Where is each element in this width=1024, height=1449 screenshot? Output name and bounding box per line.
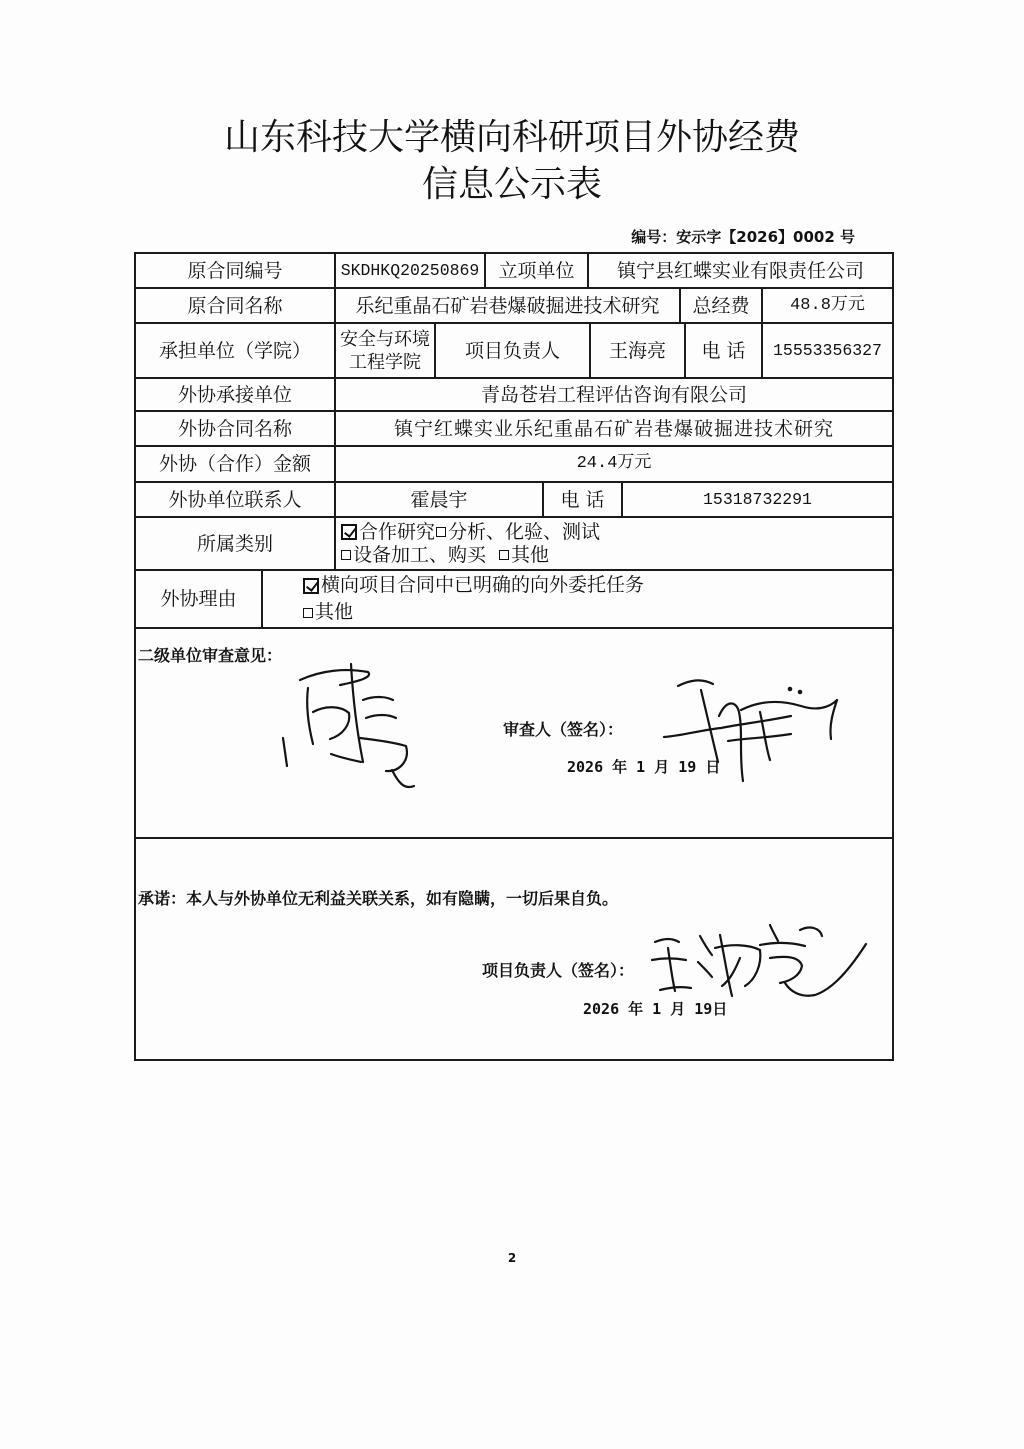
original-contract-name-value: 乐纪重晶石矿岩巷爆破掘进技术研究 <box>355 294 660 317</box>
category-option-label: 其他 <box>511 543 550 566</box>
undertaking-unit-value-line-1: 安全与环境 <box>340 328 430 350</box>
review-opinion-handwriting <box>283 664 414 787</box>
leader-phone-label: 电 话 <box>701 339 746 362</box>
category-option-label: 设备加工、购买 <box>353 543 487 566</box>
leader-signature <box>652 925 866 996</box>
outsourcing-contract-name-label: 外协合同名称 <box>177 417 292 440</box>
review-date: 2026 年 1 月 19 日 <box>567 758 721 776</box>
reason-option-label: 横向项目合同中已明确的向外委托任务 <box>321 574 645 596</box>
undertaking-unit-value-line-2: 工程学院 <box>349 351 421 373</box>
reason-option-label: 其他 <box>315 601 354 623</box>
category-option-label: 分析、化验、测试 <box>448 520 601 543</box>
reviewer-signature <box>664 680 837 781</box>
original-contract-no-value: SKDHKQ20250869 <box>340 260 480 280</box>
original-contract-name-label: 原合同名称 <box>187 294 283 317</box>
outsourcing-amount-label: 外协（合作）金额 <box>158 453 311 475</box>
category-label: 所属类别 <box>196 532 273 555</box>
outsourcing-unit-value: 青岛苍岩工程评估咨询有限公司 <box>480 383 747 406</box>
document-number-value: 安示字【2026】0002 号 <box>676 228 855 246</box>
commitment-date: 2026 年 1 月 19日 <box>583 1000 728 1018</box>
commitment-text: 承诺：本人与外协单位无利益关联关系，如有隐瞒，一切后果自负。 <box>138 889 619 908</box>
outsourcing-unit-label: 外协承接单位 <box>177 383 292 406</box>
outsourcing-contract-name-value: 镇宁红蝶实业乐纪重晶石矿岩巷爆破掘进技术研究 <box>393 417 834 440</box>
title-line-1: 山东科技大学横向科研项目外协经费 <box>223 117 800 158</box>
total-funds-value: 48.8万元 <box>790 295 865 315</box>
document-number-label: 编号： <box>631 228 677 246</box>
project-leader-label: 项目负责人 <box>464 339 560 362</box>
category-option-label: 合作研究 <box>359 520 436 543</box>
project-leader-value: 王海亮 <box>608 339 666 362</box>
contact-phone-label: 电 话 <box>560 488 605 511</box>
reviewer-signature-label: 审查人（签名）： <box>503 720 624 739</box>
leader-phone-value: 15553356327 <box>773 340 882 360</box>
undertaking-unit-label: 承担单位（学院） <box>158 339 311 362</box>
review-opinion-label: 二级单位审查意见： <box>138 646 283 665</box>
title-line-2: 信息公示表 <box>421 164 602 205</box>
total-funds-label: 总经费 <box>692 294 750 317</box>
project-unit-value: 镇宁县红蝶实业有限责任公司 <box>616 259 864 282</box>
page-number: 2 <box>507 1251 517 1265</box>
outsourcing-contact-value: 霍晨宇 <box>410 488 468 511</box>
leader-signature-label: 项目负责人（签名）： <box>482 961 635 980</box>
reason-label: 外协理由 <box>160 588 237 610</box>
original-contract-no-label: 原合同编号 <box>187 259 283 282</box>
contact-phone-value: 15318732291 <box>703 489 812 509</box>
outsourcing-contact-label: 外协单位联系人 <box>168 488 302 511</box>
outsourcing-amount-value: 24.4万元 <box>576 454 652 473</box>
project-unit-label: 立项单位 <box>498 259 575 282</box>
